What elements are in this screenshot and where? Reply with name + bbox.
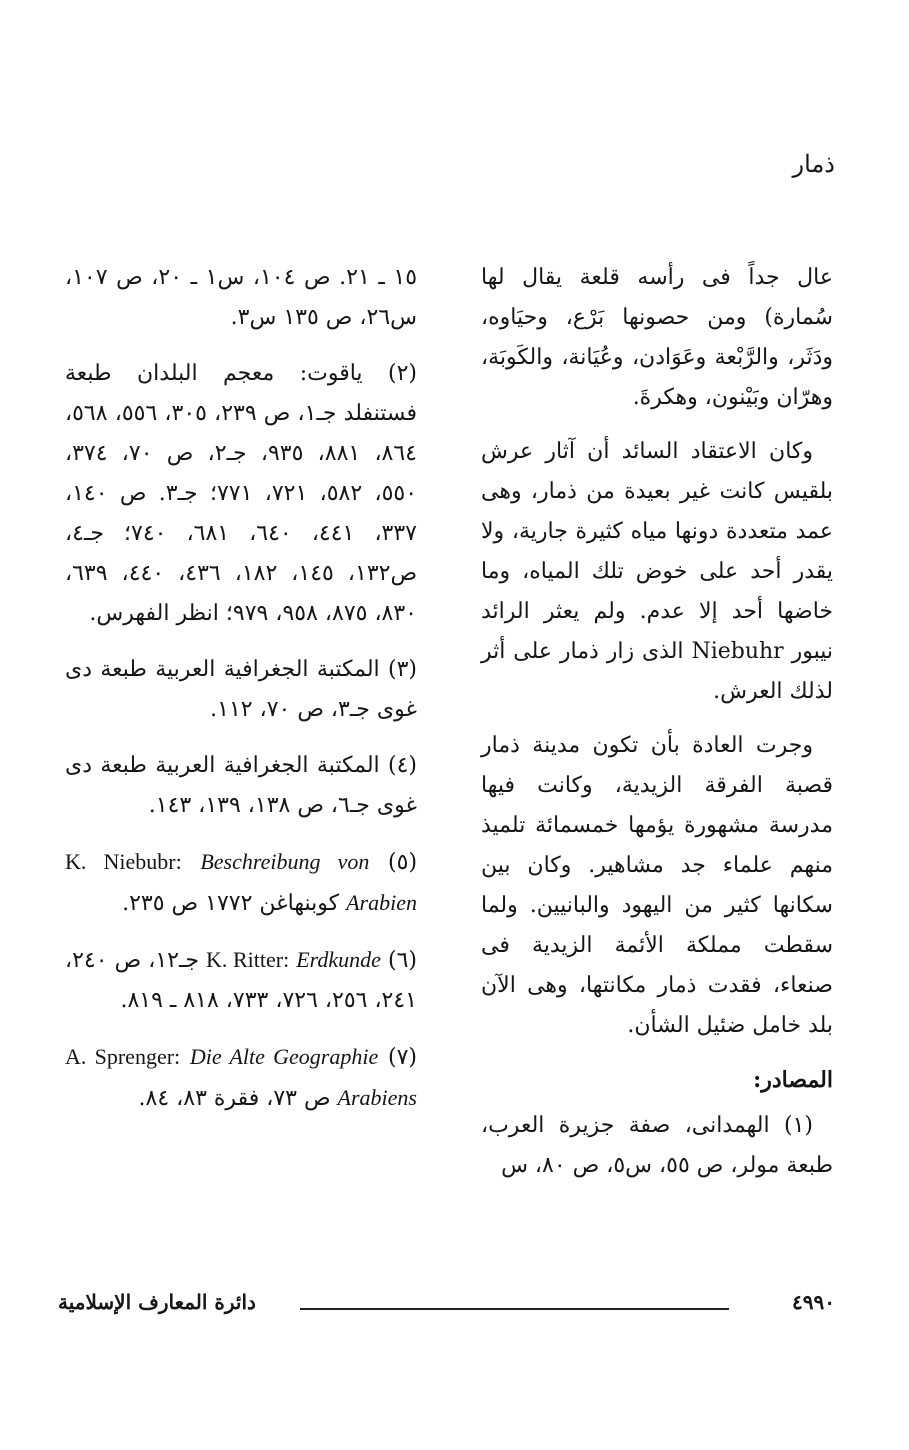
source-note-5 [65, 842, 417, 924]
footer-title: دائرة المعارف الإسلامية [58, 1290, 256, 1314]
note-number: (٦) [387, 948, 417, 973]
note-title: Die Alte Geographie Arabiens [189, 1044, 417, 1110]
sources-heading: المصادر: [753, 1067, 833, 1093]
note-title: Erdkunde [296, 947, 381, 972]
source-note-1: (١) الهمدانى، صفة جزيرة العرب، طبعة مولر، ص ٥٥، س٥، ص ٨٠، س [481, 1113, 833, 1178]
source-note-6 [65, 940, 417, 1021]
note-details: جـ١٢، ص ٢٤٠، ٢٤١، ٢٥٦، ٧٢٦، ٧٣٣، ٨١٨ ـ ٨١٩. [65, 948, 417, 1013]
source-note-7 [65, 1037, 417, 1119]
left-column [65, 258, 417, 1135]
page-footer [58, 1282, 835, 1322]
paragraph-3: وجرت العادة بأن تكون مدينة ذمار قصبة الفرقة الزيدية، وكانت فيها مدرسة مشهورة يؤمها خمسمائة تلميذ منهم علماء جد مشاهير. وكان بين سكانها كثير من اليهود والبانيين. ولما سقطت مملكة الأئمة الزيدية فى صنعاء، فقدت ذمار مكانتها، وهى الآن بلد خامل ضئيل الشأن. [481, 733, 833, 1038]
right-column [481, 258, 833, 1200]
source-note-4: (٤) المكتبة الجغرافية العربية طبعة دى غوى جـ٦، ص ١٣٨، ١٣٩، ١٤٣. [65, 753, 417, 818]
source-note-3: (٣) المكتبة الجغرافية العربية طبعة دى غوى جـ٣، ص ٧٠، ١١٢. [65, 657, 417, 722]
page-number: ٤٩٩٠ [792, 1290, 835, 1314]
footer-rule [300, 1308, 729, 1310]
note-details: ص ٧٣، فقرة ٨٣، ٨٤. [138, 1086, 331, 1111]
note-title: Beschreibung von Arabien [200, 849, 417, 915]
note-number: (٧) [387, 1045, 417, 1070]
note-number: (٥) [388, 850, 418, 875]
note-author: K. Ritter: [206, 947, 290, 972]
note-author: A. Sprenger: [65, 1044, 181, 1069]
source-note-1-continued: ١٥ ـ ٢١. ص ١٠٤، س١ ـ ٢٠، ص ١٠٧، س٢٦، ص ١٣٥ س٣. [65, 265, 418, 330]
source-note-2: (٢) ياقوت: معجم البلدان طبعة فستنفلد جـ١، ص ٢٣٩، ٣٠٥، ٥٥٦، ٥٦٨، ٨٦٤، ٨٨١، ٩٣٥، جـ٢، ص ٧٠، ٣٧٤، ٥٥٠، ٥٨٢، ٧٢١، ٧٧١؛ جـ٣. ص ١٤٠، ٣٣٧، ٤٤١، ٦٤٠، ٦٨١، ٧٤٠؛ جـ٤، ص١٣٢، ١٤٥، ١٨٢، ٤٣٦، ٤٤٠، ٦٣٩، ٨٣٠، ٨٧٥، ٩٥٨، ٩٧٩؛ انظر الفهرس. [65, 361, 418, 626]
running-title: ذمار [792, 150, 835, 178]
note-details: كوبنهاغن ١٧٧٢ ص ٢٣٥. [122, 891, 340, 916]
note-author: K. Niebubr: [65, 849, 182, 874]
paragraph-2: وكان الاعتقاد السائد أن آثار عرش بلقيس كانت غير بعيدة من ذمار، وهى عمد متعددة دونها مياه كثيرة جارية، ولا يقدر أحد على خوض تلك المياه، وما خاضها أحد إلا عدم. ولم يعثر الرائد نيبور Niebuhr الذى زار ذمار على أثر لذلك العرش. [481, 439, 833, 704]
paragraph-1: عال جداً فى رأسه قلعة يقال لها سُمارة) ومن حصونها بَرْع، وحيَاوه، ودَثَر، والرَّبْعة وعَوَادن، وعُيَانة، والكَوبَة، وهرّان وبَيْنون، وهكرةَ. [481, 265, 833, 410]
